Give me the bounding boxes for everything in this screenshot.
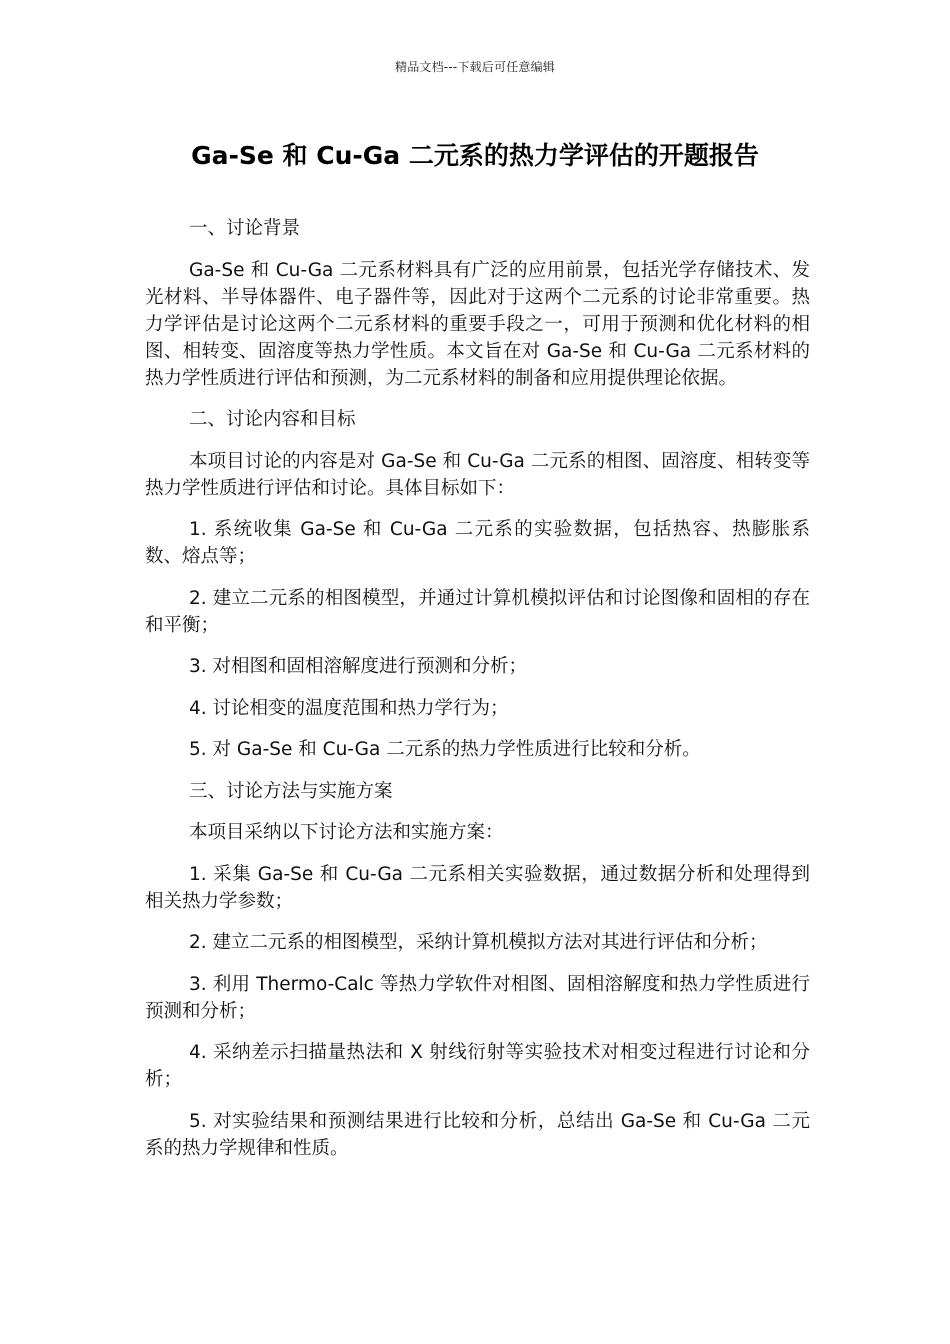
document-body [145, 215, 810, 1176]
paragraph-methods-intro: 本项目采纳以下讨论方法和实施方案： [189, 822, 504, 843]
method-item-3: 3. 利用 Thermo-Calc 等热力学软件对相图、固相溶解度和热力学性质进行预测和分析； [145, 973, 810, 1022]
goal-item-5: 5. 对 Ga-Se 和 Cu-Ga 二元系的热力学性质进行比较和分析。 [189, 739, 701, 760]
goal-item-3: 3. 对相图和固相溶解度进行预测和分析； [189, 656, 528, 677]
section-heading-background: 一、讨论背景 [189, 218, 301, 239]
section-heading-content-goals: 二、讨论内容和目标 [189, 409, 356, 430]
method-item-2: 2. 建立二元系的相图模型，采纳计算机模拟方法对其进行评估和分析； [189, 932, 768, 953]
method-item-5: 5. 对实验结果和预测结果进行比较和分析，总结出 Ga-Se 和 Cu-Ga 二元系的热力学规律和性质。 [145, 1110, 810, 1159]
goal-item-1: 1. 系统收集 Ga-Se 和 Cu-Ga 二元系的实验数据，包括热容、热膨胀系数、熔点等； [145, 519, 810, 567]
paragraph-content-intro: 本项目讨论的内容是对 Ga-Se 和 Cu-Ga 二元系的相图、固溶度、相转变等热力学性质进行评估和讨论。具体目标如下： [145, 450, 810, 499]
section-heading-methods: 三、讨论方法与实施方案 [189, 780, 393, 802]
goal-item-2: 2. 建立二元系的相图模型，并通过计算机模拟评估和讨论图像和固相的存在和平衡； [145, 587, 810, 636]
page-header-watermark: 精品文档---下载后可任意编辑 [395, 60, 555, 74]
method-item-4: 4. 采纳差示扫描量热法和 X 射线衍射等实验技术对相变过程进行讨论和分析； [145, 1042, 810, 1090]
method-item-1: 1. 采集 Ga-Se 和 Cu-Ga 二元系相关实验数据，通过数据分析和处理得到相关热力学参数； [145, 863, 810, 912]
paragraph-background: Ga-Se 和 Cu-Ga 二元系材料具有广泛的应用前景，包括光学存储技术、发光材料、半导体器件、电子器件等，因此对于这两个二元系的讨论非常重要。热力学评估是讨论这两个二元系材料的重要手段之一，可用于预测和优化材料的相图、相转变、固溶度等热力学性质。本文旨在对 Ga-Se 和 Cu-Ga 二元系材料的热力学性质进行评估和预测，为二元系材料的制备和应用提供理论依据。 [145, 259, 810, 389]
goal-item-4: 4. 讨论相变的温度范围和热力学行为； [189, 697, 509, 719]
document-title: Ga-Se 和 Cu-Ga 二元系的热力学评估的开题报告 [191, 141, 759, 170]
